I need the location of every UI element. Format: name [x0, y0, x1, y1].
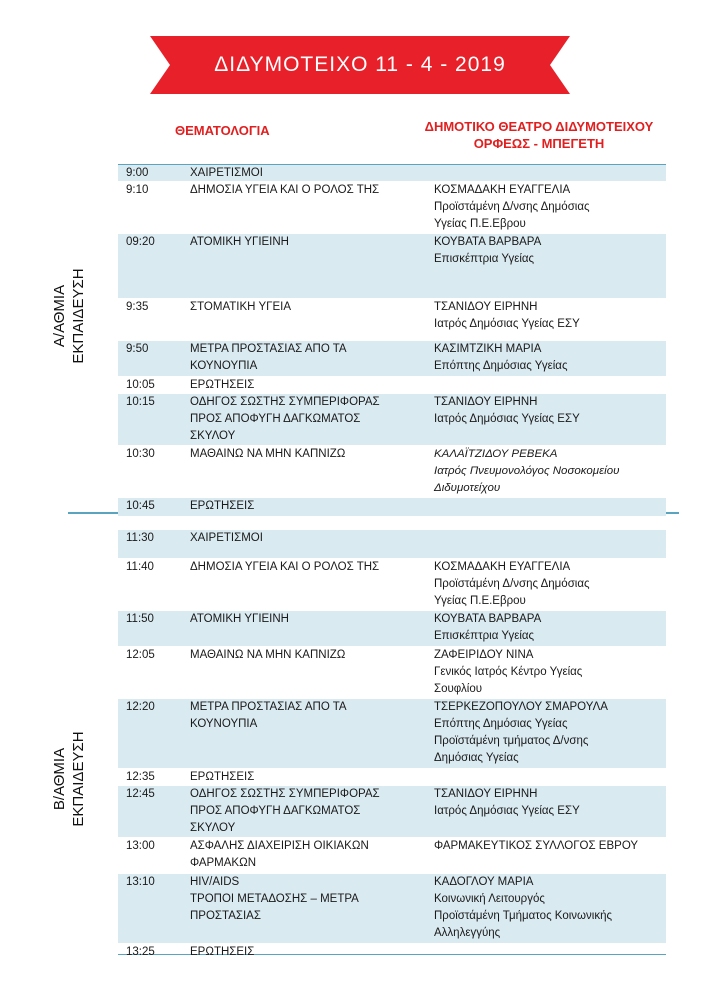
topic-line: ΜΑΘΑΙΝΩ ΝΑ ΜΗΝ ΚΑΠΝΙΖΩ — [190, 649, 346, 661]
speaker-role: Προϊστάμένη Τμήματος Κοινωνικής — [434, 910, 613, 922]
session-topic — [190, 165, 420, 182]
section-b-label-line-1: Β/ΑΘΜΙΑ — [51, 747, 68, 811]
topic-line: ΟΔΗΓΟΣ ΣΩΣΤΗΣ ΣΥΜΠΕΡΙΦΟΡΑΣ — [190, 396, 380, 408]
session-topic — [190, 838, 420, 872]
topic-line: ΕΡΩΤΗΣΕΙΣ — [190, 379, 255, 391]
session-speaker — [434, 611, 666, 645]
session-topic — [190, 611, 420, 628]
speaker-role: Διδυμοτείχου — [434, 482, 501, 494]
session-topic — [190, 299, 420, 316]
table-row — [118, 498, 666, 517]
session-time: 12:20 — [126, 701, 155, 713]
speaker-name: ΤΣΕΡΚΕΖΟΠΟΥΛΟΥ ΣΜΑΡΟΥΛΑ — [434, 701, 608, 713]
session-topic — [190, 699, 420, 733]
table-row — [118, 769, 666, 786]
speaker-name: ΚΑΔΟΓΛΟΥ ΜΑΡΙΑ — [434, 876, 534, 888]
topic-line: ΦΑΡΜΑΚΩΝ — [190, 857, 257, 869]
speaker-role: Επόπτης Δημόσιας Υγείας — [434, 718, 568, 730]
topic-line: ΣΚΥΛΟΥ — [190, 822, 236, 834]
speaker-role: Αλληλεγγύης — [434, 927, 501, 939]
speaker-role: Προϊστάμένη Δ/νσης Δημόσιας — [434, 578, 590, 590]
session-topic — [190, 234, 420, 251]
table-row — [118, 394, 666, 446]
table-row — [118, 944, 666, 961]
title-banner — [150, 36, 570, 94]
session-time: 13:10 — [126, 876, 155, 888]
topic-line: ΧΑΙΡΕΤΙΣΜΟΙ — [190, 532, 263, 544]
section-a-label-line-1: Α/ΑΘΜΙΑ — [51, 284, 68, 348]
session-topic — [190, 559, 420, 576]
speaker-name: ΚΑΛΑΪΤΖΙΔΟΥ ΡΕΒΕΚΑ — [434, 448, 558, 460]
table-row — [118, 165, 666, 182]
session-time: 10:45 — [126, 500, 155, 512]
topic-line: ΣΤΟΜΑΤΙΚΗ ΥΓΕΙΑ — [190, 301, 291, 313]
speaker-name: ΚΟΥΒΑΤΑ ΒΑΡΒΑΡΑ — [434, 613, 542, 625]
speaker-role: Επισκέπτρια Υγείας — [434, 253, 535, 265]
topic-line: ΜΑΘΑΙΝΩ ΝΑ ΜΗΝ ΚΑΠΝΙΖΩ — [190, 448, 346, 460]
section-b-label — [50, 679, 88, 879]
venue-line-1: ΔΗΜΟΤΙΚΟ ΘΕΑΤΡΟ ΔΙΔΥΜΟΤΕΙΧΟΥ — [424, 119, 654, 134]
section-b-label-line-2: ΕΚΠΑΙΔΕΥΣΗ — [70, 731, 87, 827]
session-time: 12:05 — [126, 649, 155, 661]
table-row — [118, 530, 666, 559]
speaker-role: Ιατρός Δημόσιας Υγείας ΕΣΥ — [434, 805, 580, 817]
speaker-role: Επόπτης Δημόσιας Υγείας — [434, 360, 568, 372]
topic-line: ΣΚΥΛΟΥ — [190, 430, 236, 442]
session-time: 9:10 — [126, 184, 149, 196]
table-row — [118, 446, 666, 498]
speaker-role: Υγείας Π.Ε.Εβρου — [434, 595, 526, 607]
table-row — [118, 874, 666, 944]
topic-line: ΤΡΟΠΟΙ ΜΕΤΑΔΟΣΗΣ – ΜΕΤΡΑ — [190, 893, 359, 905]
topic-line: ΑΤΟΜΙΚΗ ΥΓΙΕΙΝΗ — [190, 236, 289, 248]
session-time: 11:40 — [126, 561, 154, 573]
topic-line: ΚΟΥΝΟΥΠΙΑ — [190, 718, 258, 730]
session-speaker — [434, 299, 666, 333]
speaker-name: ΚΟΣΜΑΔΑΚΗ ΕΥΑΓΓΕΛΙΑ — [434, 561, 571, 573]
topic-line: ΠΡΟΣΤΑΣΙΑΣ — [190, 910, 261, 922]
session-topic — [190, 647, 420, 664]
session-time: 13:00 — [126, 840, 155, 852]
venue-line-2: ΟΡΦΕΩΣ - ΜΠΕΓΕΤΗ — [473, 136, 605, 151]
speaker-name: ΦΑΡΜΑΚΕΥΤΙΚΟΣ ΣΥΛΛΟΓΟΣ ΕΒΡΟΥ — [434, 840, 639, 852]
session-topic — [190, 341, 420, 375]
session-time: 11:50 — [126, 613, 154, 625]
table-row — [118, 182, 666, 234]
topic-line: ΠΡΟΣ ΑΠΟΦΥΓΗ ΔΑΓΚΩΜΑΤΟΣ — [190, 805, 361, 817]
table-row — [118, 611, 666, 647]
session-topic — [190, 769, 420, 786]
table-row — [118, 647, 666, 699]
table-row — [118, 299, 666, 341]
table-row — [118, 341, 666, 377]
session-speaker — [434, 838, 666, 855]
topic-line: ΕΡΩΤΗΣΕΙΣ — [190, 771, 255, 783]
session-topic — [190, 394, 420, 445]
table-row — [118, 377, 666, 394]
speaker-role: Σουφλίου — [434, 683, 483, 695]
session-speaker — [434, 786, 666, 820]
session-speaker — [434, 234, 666, 268]
speaker-role: Κοινωνική Λειτουργός — [434, 893, 545, 905]
session-time: 12:35 — [126, 771, 155, 783]
session-speaker — [434, 182, 666, 233]
table-row — [118, 234, 666, 299]
session-topic — [190, 786, 420, 837]
session-topic — [190, 944, 420, 961]
session-time: 10:30 — [126, 448, 155, 460]
topic-line: ΧΑΙΡΕΤΙΣΜΟΙ — [190, 167, 263, 179]
session-time: 09:20 — [126, 236, 155, 248]
table-row — [118, 699, 666, 769]
session-topic — [190, 182, 420, 199]
speaker-role: Δημόσιας Υγείας — [434, 752, 519, 764]
speaker-role: Γενικός Ιατρός Κέντρο Υγείας — [434, 666, 583, 678]
session-topic — [190, 874, 420, 925]
session-topic — [190, 498, 420, 515]
speaker-role: Προϊστάμένη τμήματος Δ/νσης — [434, 735, 589, 747]
session-topic — [190, 530, 420, 547]
topic-line: ΠΡΟΣ ΑΠΟΦΥΓΗ ΔΑΓΚΩΜΑΤΟΣ — [190, 413, 361, 425]
speaker-name: ΤΣΑΝΙΔΟΥ ΕΙΡΗΝΗ — [434, 788, 538, 800]
topic-line: ΔΗΜΟΣΙΑ ΥΓΕΙΑ ΚΑΙ Ο ΡΟΛΟΣ ΤΗΣ — [190, 561, 380, 573]
session-time: 11:30 — [126, 532, 154, 544]
table-row — [118, 559, 666, 611]
speaker-name: ΚΑΣΙΜΤΖΙΚΗ ΜΑΡΙΑ — [434, 343, 542, 355]
session-speaker — [434, 699, 666, 767]
topic-line: ΑΤΟΜΙΚΗ ΥΓΙΕΙΝΗ — [190, 613, 289, 625]
session-time: 9:35 — [126, 301, 149, 313]
speaker-role: Προϊστάμένη Δ/νσης Δημόσιας — [434, 201, 590, 213]
section-a-label-line-2: ΕΚΠΑΙΔΕΥΣΗ — [70, 268, 87, 364]
topic-line: ΕΡΩΤΗΣΕΙΣ — [190, 946, 255, 958]
section-a-label — [50, 216, 88, 416]
topic-line: ΑΣΦΑΛΗΣ ΔΙΑΧΕΙΡΙΣΗ ΟΙΚΙΑΚΩΝ — [190, 840, 369, 852]
schedule-table-secondary — [118, 530, 666, 961]
speaker-role: Επισκέπτρια Υγείας — [434, 630, 535, 642]
table-row — [118, 838, 666, 874]
speaker-name: ΚΟΥΒΑΤΑ ΒΑΡΒΑΡΑ — [434, 236, 542, 248]
session-time: 10:15 — [126, 396, 155, 408]
speaker-name: ΤΣΑΝΙΔΟΥ ΕΙΡΗΝΗ — [434, 301, 538, 313]
speaker-name: ΖΑΦΕΙΡΙΔΟΥ ΝΙΝΑ — [434, 649, 534, 661]
session-speaker — [434, 446, 666, 497]
session-speaker — [434, 394, 666, 428]
session-speaker — [434, 874, 666, 942]
topic-line: ΜΕΤΡΑ ΠΡΟΣΤΑΣΙΑΣ ΑΠΟ ΤΑ — [190, 701, 347, 713]
topic-line: ΕΡΩΤΗΣΕΙΣ — [190, 500, 255, 512]
session-topic — [190, 446, 420, 463]
session-speaker — [434, 647, 666, 698]
banner-title: ΔΙΔΥΜΟΤΕΙΧΟ 11 - 4 - 2019 — [214, 53, 506, 76]
session-time: 13:25 — [126, 946, 155, 958]
session-speaker — [434, 559, 666, 610]
speaker-role: Ιατρός Δημόσιας Υγείας ΕΣΥ — [434, 318, 580, 330]
topic-line: HIV/AIDS — [190, 876, 240, 888]
topic-column-header: ΘΕΜΑΤΟΛΟΓΙΑ — [175, 123, 270, 138]
session-time: 10:05 — [126, 379, 155, 391]
speaker-name: ΚΟΣΜΑΔΑΚΗ ΕΥΑΓΓΕΛΙΑ — [434, 184, 571, 196]
speaker-role: Υγείας Π.Ε.Εβρου — [434, 218, 526, 230]
session-speaker — [434, 341, 666, 375]
topic-line: ΔΗΜΟΣΙΑ ΥΓΕΙΑ ΚΑΙ Ο ΡΟΛΟΣ ΤΗΣ — [190, 184, 380, 196]
session-time: 9:00 — [126, 167, 149, 179]
table-row — [118, 786, 666, 838]
speaker-name: ΤΣΑΝΙΔΟΥ ΕΙΡΗΝΗ — [434, 396, 538, 408]
speaker-role: Ιατρός Δημόσιας Υγείας ΕΣΥ — [434, 413, 580, 425]
schedule-table-primary — [118, 165, 666, 517]
session-time: 12:45 — [126, 788, 155, 800]
topic-line: ΟΔΗΓΟΣ ΣΩΣΤΗΣ ΣΥΜΠΕΡΙΦΟΡΑΣ — [190, 788, 380, 800]
venue-column-header — [408, 118, 670, 152]
speaker-role: Ιατρός Πνευμονολόγος Νοσοκομείου — [434, 465, 620, 477]
session-topic — [190, 377, 420, 394]
topic-line: ΚΟΥΝΟΥΠΙΑ — [190, 360, 258, 372]
session-time: 9:50 — [126, 343, 149, 355]
topic-line: ΜΕΤΡΑ ΠΡΟΣΤΑΣΙΑΣ ΑΠΟ ΤΑ — [190, 343, 347, 355]
